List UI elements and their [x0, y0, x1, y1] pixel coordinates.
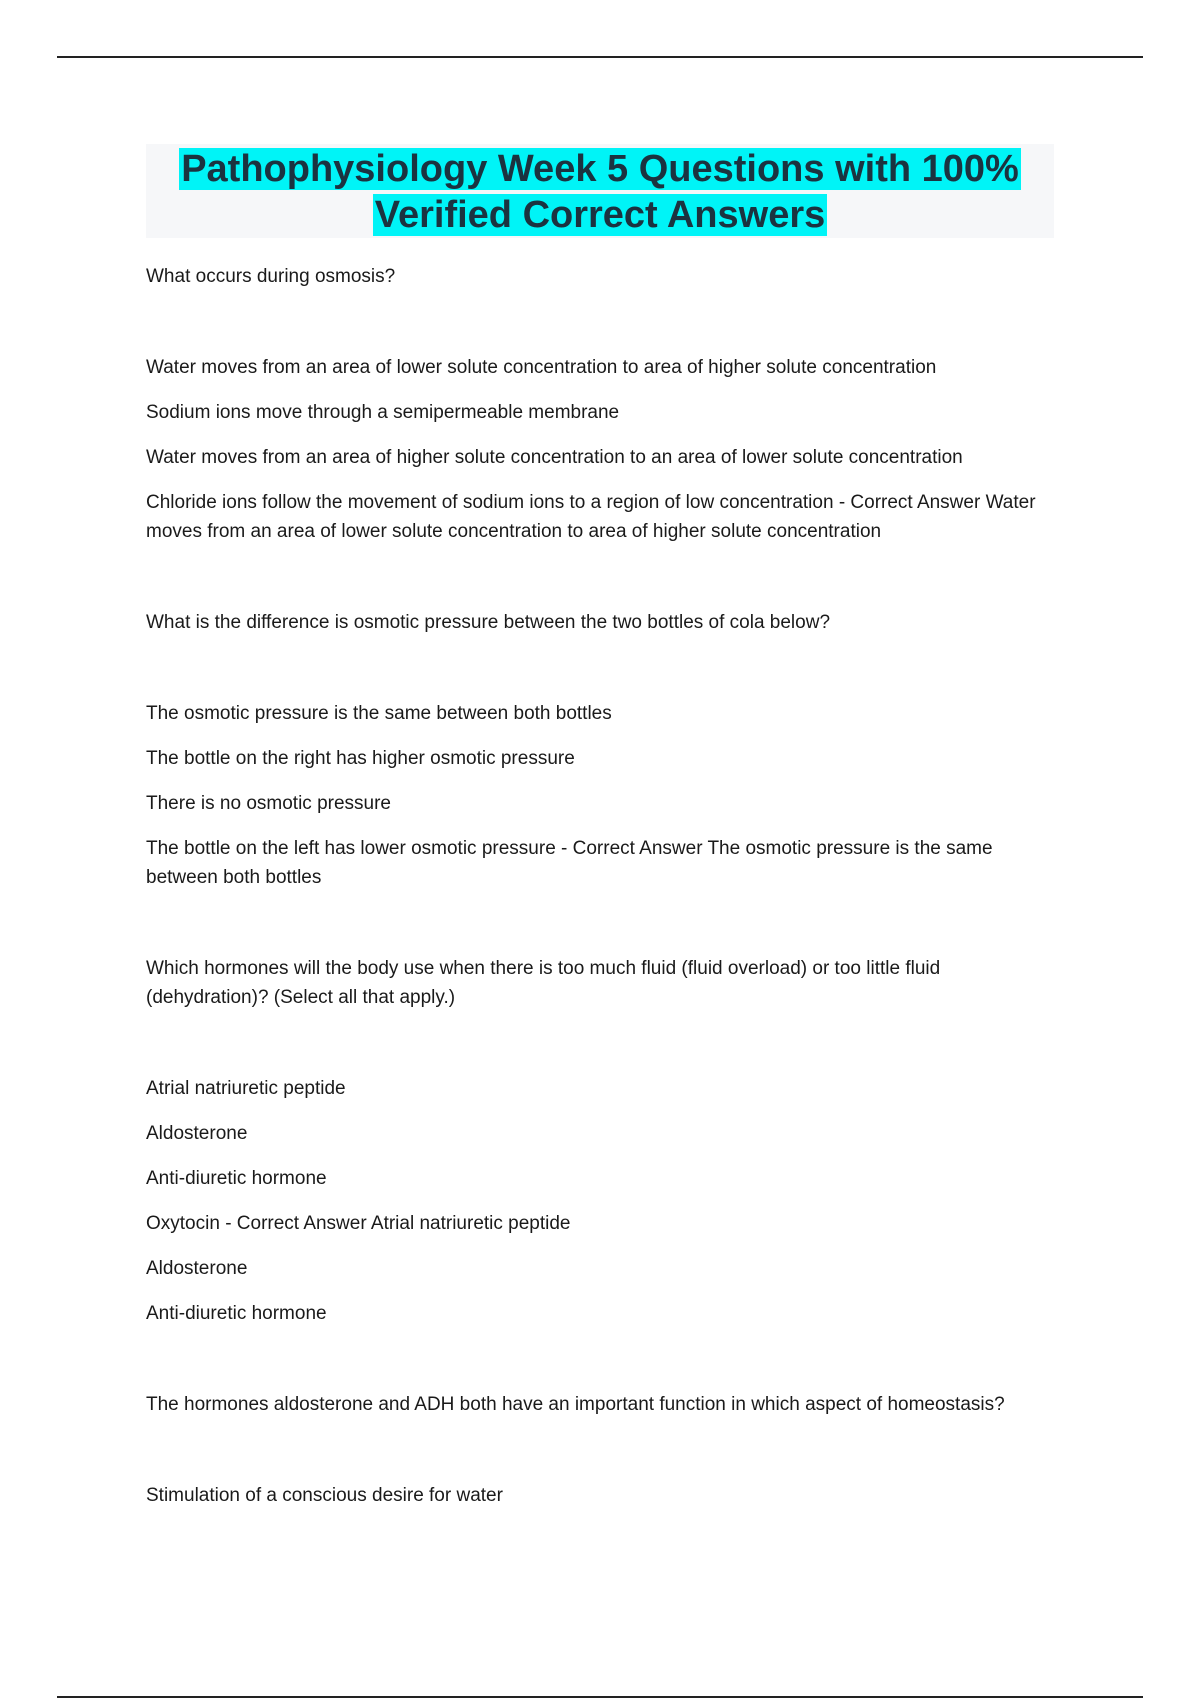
question-4: The hormones aldosterone and ADH both have an important function in which aspect of homeostasis?	[146, 1394, 1005, 1415]
title-line-1: Pathophysiology Week 5 Questions with 100%	[181, 148, 1019, 190]
q1-option-1: Water moves from an area of lower solute concentration to area of higher solute concentration	[146, 357, 937, 378]
q3-answer-2: Aldosterone	[146, 1258, 248, 1279]
q4-option-1: Stimulation of a conscious desire for water	[146, 1485, 503, 1506]
q2-option-3: There is no osmotic pressure	[146, 793, 391, 814]
q1-option-4-answer: Chloride ions follow the movement of sodium ions to a region of low concentration - Correct Answer Water moves from an area of lower solute concentration to area of higher solute concentration	[146, 492, 1036, 542]
q2-option-1: The osmotic pressure is the same between both bottles	[146, 703, 612, 724]
bottom-rule	[57, 1696, 1143, 1698]
top-rule	[57, 56, 1143, 58]
q1-option-2: Sodium ions move through a semipermeable membrane	[146, 402, 620, 423]
question-1: What occurs during osmosis?	[146, 266, 396, 287]
document-title	[146, 144, 1054, 238]
q2-option-2: The bottle on the right has higher osmotic pressure	[146, 748, 575, 769]
question-3: Which hormones will the body use when there is too much fluid (fluid overload) or too little fluid (dehydration)? (Select all that apply.)	[146, 958, 941, 1008]
q3-option-3: Anti-diuretic hormone	[146, 1168, 327, 1189]
q3-option-4-answer: Oxytocin - Correct Answer Atrial natriuretic peptide	[146, 1213, 571, 1234]
q3-option-2: Aldosterone	[146, 1123, 248, 1144]
title-block	[146, 144, 1054, 238]
q3-answer-3: Anti-diuretic hormone	[146, 1303, 327, 1324]
q1-option-3: Water moves from an area of higher solute concentration to an area of lower solute concentration	[146, 447, 963, 468]
q3-option-1: Atrial natriuretic peptide	[146, 1078, 346, 1099]
title-line-2: Verified Correct Answers	[374, 194, 826, 236]
question-list	[146, 262, 1056, 1526]
question-2: What is the difference is osmotic pressure between the two bottles of cola below?	[146, 612, 831, 633]
q2-option-4-answer: The bottle on the left has lower osmotic pressure - Correct Answer The osmotic pressure is the same between both bottles	[146, 838, 993, 888]
